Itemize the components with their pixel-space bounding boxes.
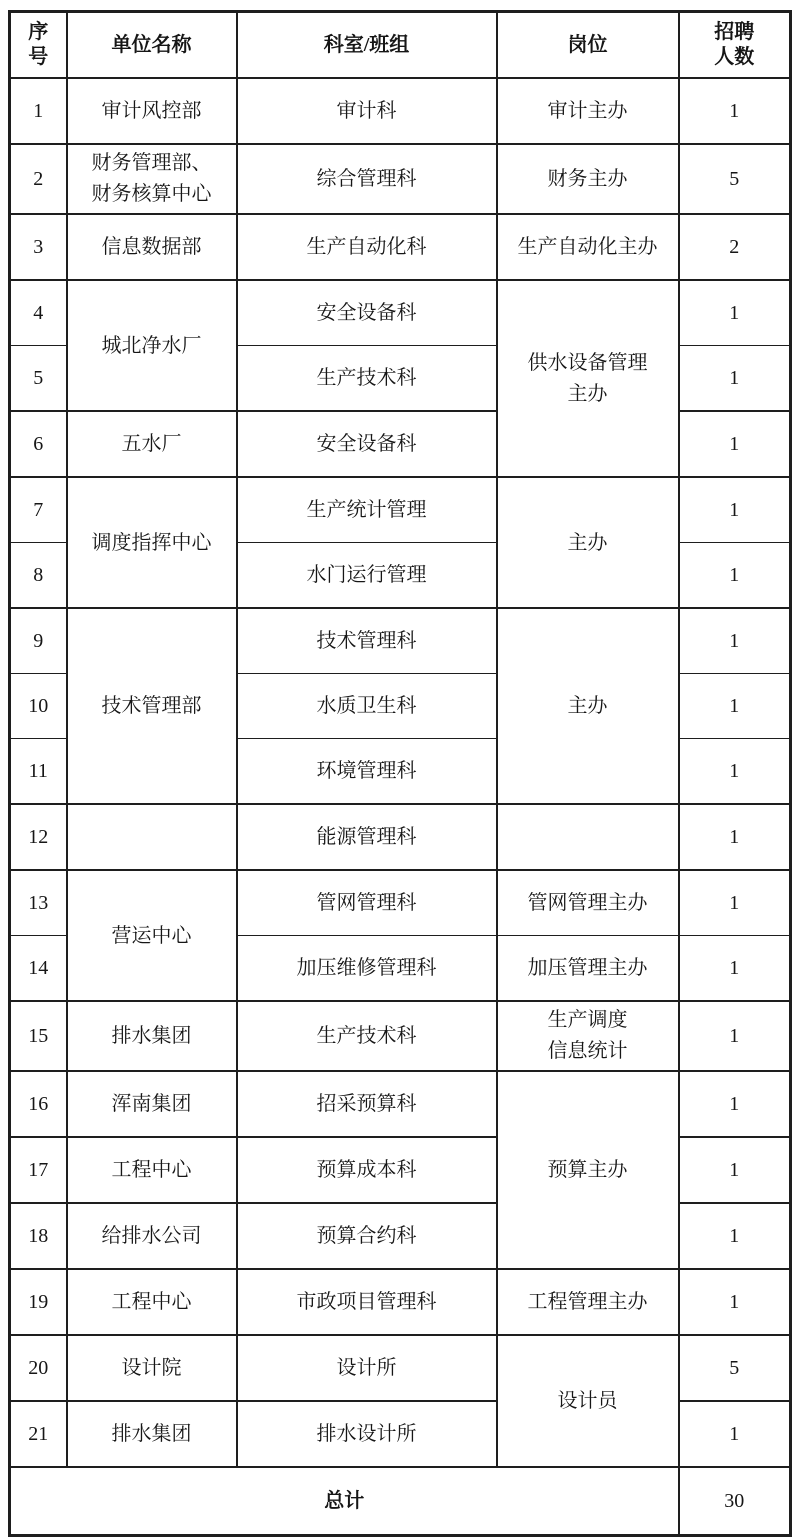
table-cell: 9	[10, 608, 67, 674]
table-cell: 1	[679, 608, 791, 674]
table-cell: 技术管理科	[237, 608, 497, 674]
table-cell: 1	[679, 543, 791, 609]
table-cell: 审计主办	[497, 78, 679, 144]
table-cell: 排水集团	[67, 1401, 237, 1467]
table-cell: 水门运行管理	[237, 543, 497, 609]
table-row	[10, 1071, 791, 1137]
table-cell: 1	[10, 78, 67, 144]
cell-line: 主办	[567, 382, 608, 405]
table-cell: 生产技术科	[237, 1001, 497, 1071]
cell-line: 财务管理部、	[91, 152, 212, 174]
table-row	[10, 870, 791, 936]
table-cell: 生产自动化主办	[497, 214, 679, 280]
table-cell	[67, 144, 237, 214]
table-cell: 1	[679, 1071, 791, 1137]
table-cell: 审计科	[237, 78, 497, 144]
table-cell: 给排水公司	[67, 1203, 237, 1269]
table-cell: 1	[679, 1137, 791, 1203]
table-cell: 10	[10, 674, 67, 739]
header-cell	[10, 12, 67, 79]
cell-line: 人数	[714, 46, 755, 68]
table-cell: 生产技术科	[237, 346, 497, 412]
table-cell: 技术管理部	[67, 608, 237, 804]
table-cell: 浑南集团	[67, 1071, 237, 1137]
table-cell: 1	[679, 1001, 791, 1071]
cell-line: 招聘	[714, 21, 755, 43]
table-cell: 12	[10, 804, 67, 870]
table-cell: 市政项目管理科	[237, 1269, 497, 1335]
table-cell: 加压维修管理科	[237, 936, 497, 1002]
recruitment-table	[8, 10, 792, 1537]
table-cell: 5	[679, 144, 791, 214]
table-cell	[497, 1001, 679, 1071]
table-cell: 1	[679, 1401, 791, 1467]
table-row	[10, 214, 791, 280]
table-cell: 6	[10, 411, 67, 477]
table-header-row	[10, 12, 791, 79]
table-cell: 1	[679, 78, 791, 144]
table-cell: 主办	[497, 477, 679, 608]
table-cell: 主办	[497, 608, 679, 804]
table-cell: 2	[679, 214, 791, 280]
table-cell: 7	[10, 477, 67, 543]
table-cell: 17	[10, 1137, 67, 1203]
table-cell: 1	[679, 1203, 791, 1269]
table-cell: 安全设备科	[237, 411, 497, 477]
table-cell: 城北净水厂	[67, 280, 237, 411]
table-row	[10, 280, 791, 346]
cell-line: 号	[28, 46, 49, 68]
table-cell: 19	[10, 1269, 67, 1335]
table-row	[10, 1335, 791, 1401]
table-cell: 14	[10, 936, 67, 1002]
table-cell: 生产统计管理	[237, 477, 497, 543]
table-row	[10, 1001, 791, 1071]
table-row	[10, 477, 791, 543]
table-row	[10, 144, 791, 214]
table-cell: 预算合约科	[237, 1203, 497, 1269]
table-cell: 预算主办	[497, 1071, 679, 1269]
table-cell: 营运中心	[67, 870, 237, 1001]
table-row	[10, 1269, 791, 1335]
table-cell: 加压管理主办	[497, 936, 679, 1002]
table-cell: 11	[10, 739, 67, 805]
table-cell: 2	[10, 144, 67, 214]
table-cell: 信息数据部	[67, 214, 237, 280]
cell-line: 财务核算中心	[91, 183, 212, 205]
table-cell: 1	[679, 804, 791, 870]
table-cell: 1	[679, 477, 791, 543]
table-cell: 设计院	[67, 1335, 237, 1401]
header-cell: 单位名称	[67, 12, 237, 79]
table-cell: 招采预算科	[237, 1071, 497, 1137]
table-cell: 设计员	[497, 1335, 679, 1467]
table-cell: 排水设计所	[237, 1401, 497, 1467]
table-cell	[67, 804, 237, 870]
table-cell: 20	[10, 1335, 67, 1401]
table-cell: 4	[10, 280, 67, 346]
table-cell: 工程中心	[67, 1137, 237, 1203]
total-row	[10, 1467, 791, 1536]
header-cell: 科室/班组	[237, 12, 497, 79]
table-cell: 30	[679, 1467, 791, 1536]
table-cell: 1	[679, 1269, 791, 1335]
table-row	[10, 804, 791, 870]
table-cell: 1	[679, 936, 791, 1002]
table-cell: 工程中心	[67, 1269, 237, 1335]
table-cell: 总计	[10, 1467, 679, 1536]
table-cell: 5	[10, 346, 67, 412]
cell-line: 生产调度	[547, 1009, 628, 1031]
table-cell: 1	[679, 870, 791, 936]
table-cell: 13	[10, 870, 67, 936]
table-cell: 设计所	[237, 1335, 497, 1401]
table-cell	[497, 280, 679, 477]
table-cell: 1	[679, 346, 791, 412]
table-row	[10, 78, 791, 144]
table-cell: 五水厂	[67, 411, 237, 477]
table-cell: 管网管理主办	[497, 870, 679, 936]
table-cell: 5	[679, 1335, 791, 1401]
table-cell: 1	[679, 280, 791, 346]
table-cell: 1	[679, 674, 791, 739]
table-cell: 管网管理科	[237, 870, 497, 936]
table-cell: 18	[10, 1203, 67, 1269]
header-cell: 岗位	[497, 12, 679, 79]
table-cell: 水质卫生科	[237, 674, 497, 739]
header-cell	[679, 12, 791, 79]
table-cell: 生产自动化科	[237, 214, 497, 280]
table-cell: 审计风控部	[67, 78, 237, 144]
table-cell: 1	[679, 739, 791, 805]
table-cell: 能源管理科	[237, 804, 497, 870]
table-cell: 环境管理科	[237, 739, 497, 805]
table-cell: 排水集团	[67, 1001, 237, 1071]
cell-line: 信息统计	[547, 1040, 628, 1062]
table-cell: 综合管理科	[237, 144, 497, 214]
table-cell: 21	[10, 1401, 67, 1467]
table-row	[10, 608, 791, 674]
table-cell: 工程管理主办	[497, 1269, 679, 1335]
table-cell: 安全设备科	[237, 280, 497, 346]
table-cell: 调度指挥中心	[67, 477, 237, 608]
cell-line: 供水设备管理	[527, 351, 648, 374]
table-cell: 1	[679, 411, 791, 477]
cell-line: 序	[28, 21, 49, 43]
table-cell: 预算成本科	[237, 1137, 497, 1203]
table-body	[10, 12, 791, 1536]
table-cell: 3	[10, 214, 67, 280]
table-cell	[497, 804, 679, 870]
table-cell: 财务主办	[497, 144, 679, 214]
table-cell: 15	[10, 1001, 67, 1071]
table-cell: 16	[10, 1071, 67, 1137]
table-cell: 8	[10, 543, 67, 609]
